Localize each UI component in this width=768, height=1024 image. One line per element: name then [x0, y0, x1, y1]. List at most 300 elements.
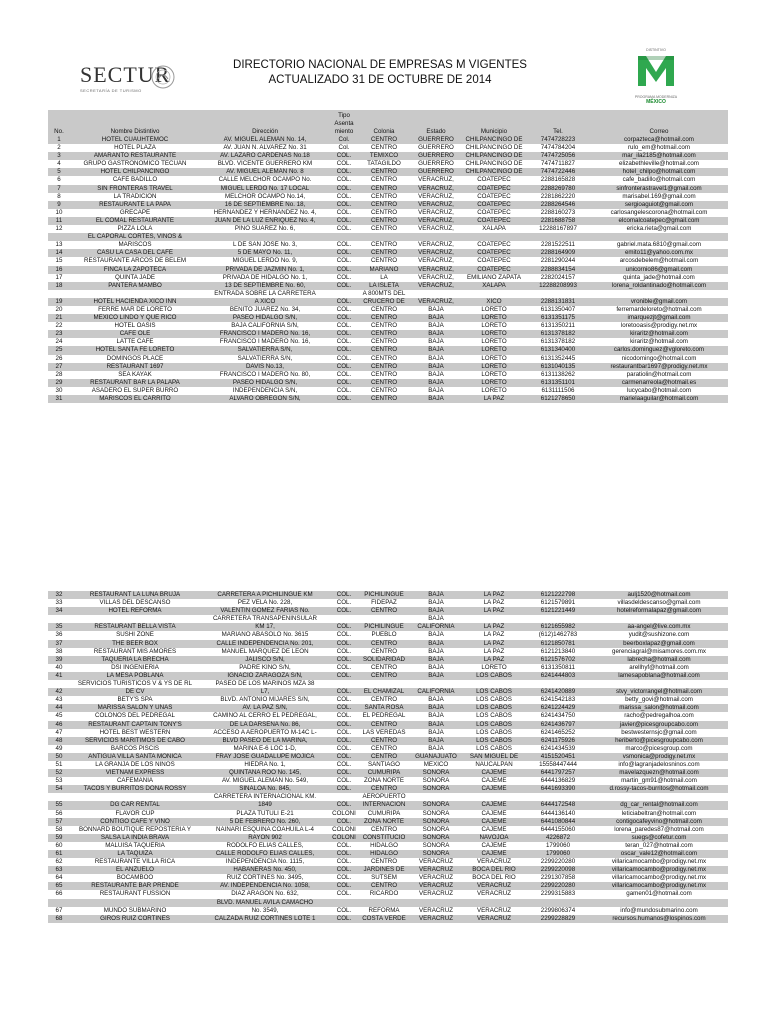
table-row	[48, 144, 728, 152]
cell-colonia: CENTRO	[358, 672, 410, 680]
table-row	[48, 640, 728, 648]
title-line-1: DIRECTORIO NACIONAL DE EMPRESAS M VIGENTES	[233, 59, 527, 71]
cell-correo: kiraritz@hotmail.com	[590, 338, 728, 346]
cell-tel: 6131040135	[526, 363, 590, 371]
cell-correo: info@lagranjadelosninos.com	[590, 761, 728, 769]
cell-nombre: HOTEL OASIS	[70, 322, 200, 330]
cell-estado: BAJA	[410, 737, 462, 745]
cell-tel	[526, 615, 590, 623]
cell-no: 66	[48, 890, 70, 898]
cell-municipio: NAVOJOA	[462, 834, 526, 842]
cell-colonia: CENTRO	[358, 176, 410, 184]
cell-colonia	[358, 680, 410, 688]
cell-colonia: HIDALGO	[358, 842, 410, 850]
cell-no: 51	[48, 761, 70, 769]
cell-municipio: LOS CABOS	[462, 721, 526, 729]
cell-no: 39	[48, 656, 70, 664]
cell-correo: loretooasis@prodigy.net.mx	[590, 322, 728, 330]
cell-direccion: QUINTANA ROO No. 145,	[200, 769, 330, 777]
cell-direccion: CALLE RODOLFO ELIAS CALLES,	[200, 850, 330, 858]
moderniza-logo	[632, 48, 680, 108]
table-row	[48, 850, 728, 858]
cell-estado: VERACRUZ	[410, 890, 462, 898]
cell-correo: martin_gm91@hotmail.com	[590, 777, 728, 785]
cell-tipo	[330, 793, 358, 801]
table-row	[48, 330, 728, 338]
cell-no: 56	[48, 810, 70, 818]
cell-municipio: COATEPEC	[462, 193, 526, 201]
cell-tel: 6441693390	[526, 785, 590, 793]
cell-tel: 6131351175	[526, 314, 590, 322]
cell-tipo	[330, 899, 358, 907]
cell-no: 5	[48, 168, 70, 176]
cell-correo: sergioaguiot@gmail.com	[590, 201, 728, 209]
cell-colonia: EL CHAMIZAL	[358, 688, 410, 696]
cell-direccion: PASEO DE LOS MARINOS MZA 38	[200, 680, 330, 688]
document-header	[0, 0, 768, 110]
cell-tipo: COL.	[330, 721, 358, 729]
cell-direccion: ALVARO OBREGON S/N,	[200, 395, 330, 403]
cell-tel: 2299220280	[526, 882, 590, 890]
table-row	[48, 826, 728, 834]
cell-direccion: JALISCO S/N,	[200, 656, 330, 664]
cell-tel: 2291307858	[526, 874, 590, 882]
cell-municipio: VERACRUZ	[462, 890, 526, 898]
cell-tel: 6241542183	[526, 696, 590, 704]
cell-tel	[526, 793, 590, 801]
cell-colonia: TEMIXCO	[358, 152, 410, 160]
cell-tipo: COL.	[330, 298, 358, 306]
cell-tipo: COLONI	[330, 826, 358, 834]
cell-tel: 6444155060	[526, 826, 590, 834]
cell-nombre: FLAVOR CUP	[70, 810, 200, 818]
cell-estado: BAJA	[410, 664, 462, 672]
cell-estado: BAJA	[410, 631, 462, 639]
cell-correo: villaricamocambo@prodigy.net.mx	[590, 866, 728, 874]
table-row	[48, 249, 728, 257]
table-row	[48, 599, 728, 607]
cell-no: 19	[48, 298, 70, 306]
cell-tipo: COL.	[330, 874, 358, 882]
cell-municipio: LA PAZ	[462, 640, 526, 648]
cell-tipo: COL.	[330, 818, 358, 826]
cell-correo	[590, 615, 728, 623]
cell-nombre: RESTAURANT BELLA VISTA	[70, 623, 200, 631]
table-row	[48, 753, 728, 761]
cell-estado: BAJA	[410, 363, 462, 371]
cell-direccion: RUIZ CORTINES No. 3495,	[200, 874, 330, 882]
cell-nombre: LA GRANJA DE LOS NIÑOS	[70, 761, 200, 769]
cell-no: 68	[48, 915, 70, 923]
cell-no: 53	[48, 777, 70, 785]
table-row	[48, 858, 728, 866]
cell-direccion: 1849	[200, 801, 330, 809]
table-row	[48, 866, 728, 874]
cell-no: 25	[48, 346, 70, 354]
cell-municipio: COATEPEC	[462, 249, 526, 257]
table-row	[48, 217, 728, 225]
mexico-seal-icon	[150, 62, 176, 92]
cell-nombre: VILLAS DEL DESCANSO	[70, 599, 200, 607]
cell-tel: 12288208993	[526, 282, 590, 290]
cell-correo: marco@picesgroup.com	[590, 745, 728, 753]
cell-colonia: CENTRO	[358, 737, 410, 745]
cell-nombre: ASADERO EL SUPER BURRO	[70, 387, 200, 395]
cell-direccion: AV. LA PAZ S/N,	[200, 704, 330, 712]
cell-no: 14	[48, 249, 70, 257]
table-row	[48, 745, 728, 753]
cell-nombre: CAFE OLE	[70, 330, 200, 338]
table-row	[48, 712, 728, 720]
cell-estado: BAJA	[410, 322, 462, 330]
cell-direccion: SINALOA No. 845,	[200, 785, 330, 793]
table-row	[48, 306, 728, 314]
cell-correo: mavelazquezn@hotmail.com	[590, 769, 728, 777]
cell-correo: racho@pedregalhoa.com	[590, 712, 728, 720]
cell-correo: cafe_badillo@hotmail.com	[590, 176, 728, 184]
cell-tel: 6444136829	[526, 777, 590, 785]
cell-nombre: EL COMAL RESTAURANTE	[70, 217, 200, 225]
cell-no: 54	[48, 785, 70, 793]
cell-correo: elizabethleville@hotmail.com	[590, 160, 728, 168]
cell-direccion: CALLE INDEPENDENCIA No. 201,	[200, 640, 330, 648]
cell-tel: 6241434750	[526, 712, 590, 720]
cell-nombre: CASÚ LA CASA DEL CAFÉ	[70, 249, 200, 257]
cell-estado: BAJA	[410, 656, 462, 664]
cell-tipo: COL.	[330, 338, 358, 346]
cell-tipo: COL.	[330, 371, 358, 379]
cell-nombre: MALUISA TAQUERIA	[70, 842, 200, 850]
cell-direccion: FRANCISCO I MADERO No. 16,	[200, 338, 330, 346]
cell-nombre: CONTIGO CAFE Y VINO	[70, 818, 200, 826]
cell-direccion: IGNACIO ZARAGOZA S/N,	[200, 672, 330, 680]
header-tipo-asentamiento: Tipo Asenta miento	[330, 110, 358, 136]
cell-direccion: ENTRADA SOBRE LA CARRETERA	[200, 290, 330, 298]
table-row	[48, 193, 728, 201]
cell-direccion: DE LA DARSENA No. 86,	[200, 721, 330, 729]
cell-tipo: COL.	[330, 631, 358, 639]
cell-correo: gamen01@hotmail.com	[590, 890, 728, 898]
table-row	[48, 168, 728, 176]
cell-no: 7	[48, 185, 70, 193]
table-row	[48, 664, 728, 672]
cell-municipio: LA PAZ	[462, 623, 526, 631]
cell-nombre: GRUPO GASTRONÓMICO TECUÁN	[70, 160, 200, 168]
cell-municipio: LOS CABOS	[462, 745, 526, 753]
cell-correo	[590, 680, 728, 688]
cell-tipo: COL.	[330, 346, 358, 354]
header-nombre: Nombre Distintivo	[70, 110, 200, 136]
cell-municipio	[462, 233, 526, 241]
cell-municipio: NAUCALPAN	[462, 761, 526, 769]
cell-municipio: LORETO	[462, 664, 526, 672]
cell-nombre	[70, 615, 200, 623]
cell-direccion: SALVATIERRA S/N,	[200, 355, 330, 363]
cell-tel: 2288131831	[526, 298, 590, 306]
cell-tipo: COL.	[330, 607, 358, 615]
cell-estado	[410, 290, 462, 298]
cell-colonia: CENTRO	[358, 249, 410, 257]
cell-municipio: LOS CABOS	[462, 712, 526, 720]
cell-colonia: CENTRO	[358, 209, 410, 217]
cell-direccion: AV. JUAN N. ALVAREZ No. 31	[200, 144, 330, 152]
table-row	[48, 176, 728, 184]
cell-direccion: MARIANO ABASOLO No. 3615	[200, 631, 330, 639]
table-row	[48, 737, 728, 745]
table-row	[48, 882, 728, 890]
table-row	[48, 672, 728, 680]
cell-tipo: COL.	[330, 777, 358, 785]
cell-tipo: COL.	[330, 322, 358, 330]
cell-tel: 2299315883	[526, 890, 590, 898]
cell-municipio: LORETO	[462, 371, 526, 379]
cell-municipio: BOCA DEL RIO	[462, 874, 526, 882]
cell-nombre: AMARANTO RESTAURANTE	[70, 152, 200, 160]
cell-nombre: THE BEER BOX	[70, 640, 200, 648]
cell-tipo: COL.	[330, 640, 358, 648]
cell-estado: VERACRUZ	[410, 907, 462, 915]
cell-correo	[590, 793, 728, 801]
header-colonia: Colonia	[358, 110, 410, 136]
cell-tel: 2281862220	[526, 193, 590, 201]
cell-no: 21	[48, 314, 70, 322]
cell-nombre: RESTAURANT 1697	[70, 363, 200, 371]
cell-direccion: PINO SUAREZ No. 6,	[200, 225, 330, 233]
cell-no: 61	[48, 850, 70, 858]
cell-tel: 2281688758	[526, 217, 590, 225]
cell-estado: VERACRUZ	[410, 915, 462, 923]
cell-tipo: COL.	[330, 274, 358, 282]
cell-tel: 6441797257	[526, 769, 590, 777]
cell-estado: BAJA	[410, 379, 462, 387]
cell-estado: VERACRUZ	[410, 874, 462, 882]
table-row	[48, 793, 728, 801]
cell-direccion: PRIVADA DE HIDALGO No. 1,	[200, 274, 330, 282]
cell-tel: 6121850781	[526, 640, 590, 648]
cell-tipo: COLONI	[330, 810, 358, 818]
table-row	[48, 607, 728, 615]
cell-colonia: CENTRO	[358, 168, 410, 176]
cell-direccion: 5 DE MAYO No. 11,	[200, 249, 330, 257]
cell-direccion: FRAY JOSE GUADALUPE MOJICA	[200, 753, 330, 761]
cell-nombre: SALSA LA INDIA BRAVA	[70, 834, 200, 842]
cell-direccion: 5 DE FEBRERO No. 260,	[200, 818, 330, 826]
cell-direccion: BAJA CALIFORNIA S/N,	[200, 322, 330, 330]
cell-correo	[590, 899, 728, 907]
cell-colonia: CUMURIPA	[358, 769, 410, 777]
cell-colonia: CENTRO	[358, 241, 410, 249]
cell-colonia: LA ISLETA	[358, 282, 410, 290]
cell-correo: ferremardeloreto@hotmail.com	[590, 306, 728, 314]
cell-tel: 6121222798	[526, 591, 590, 599]
table-row	[48, 371, 728, 379]
cell-estado: SONORA	[410, 801, 462, 809]
cell-no	[48, 899, 70, 907]
cell-tipo: COL.	[330, 704, 358, 712]
cell-colonia: COSTA VERDE	[358, 915, 410, 923]
cell-tipo: COL.	[330, 890, 358, 898]
cell-estado: VERACRUZ,	[410, 274, 462, 282]
cell-nombre: SERVICIOS MARITIMOS DE CABO	[70, 737, 200, 745]
cell-tel: 6131350811	[526, 664, 590, 672]
table-row	[48, 136, 728, 144]
cell-colonia: CENTRO	[358, 330, 410, 338]
cell-direccion: INDEPENDENCIA No. 1115,	[200, 858, 330, 866]
cell-no: 2	[48, 144, 70, 152]
table-row	[48, 225, 728, 233]
cell-municipio: LORETO	[462, 338, 526, 346]
header-estado: Estado	[410, 110, 462, 136]
cell-municipio: CHILPANCINGO DE	[462, 152, 526, 160]
cell-municipio: BOCA DEL RIO	[462, 866, 526, 874]
cell-tipo: COL.	[330, 241, 358, 249]
cell-direccion: PASEO HIDALGO S/N,	[200, 314, 330, 322]
cell-colonia: CENTRO	[358, 355, 410, 363]
table-row	[48, 656, 728, 664]
cell-tel: 2282024157	[526, 274, 590, 282]
cell-colonia: ZONA NORTE	[358, 777, 410, 785]
cell-municipio: CHILPANCINGO DE	[462, 144, 526, 152]
cell-colonia: CENTRO	[358, 346, 410, 354]
cell-municipio: COATEPEC	[462, 185, 526, 193]
cell-tipo: COL.	[330, 225, 358, 233]
cell-colonia	[358, 899, 410, 907]
cell-direccion: INDEPENDENCIA S/N,	[200, 387, 330, 395]
cell-colonia: CRUCERO DE	[358, 298, 410, 306]
table-row	[48, 282, 728, 290]
cell-no: 67	[48, 907, 70, 915]
cell-colonia: EL PEDREGAL	[358, 712, 410, 720]
cell-tel: 2281290244	[526, 257, 590, 265]
table-row	[48, 322, 728, 330]
table-row	[48, 785, 728, 793]
table-row	[48, 233, 728, 241]
cell-colonia: CENTRO	[358, 314, 410, 322]
cell-correo: nicodomingo@hotmail.com	[590, 355, 728, 363]
cell-correo: unicornio86@gmail.com	[590, 266, 728, 274]
cell-colonia: CENTRO	[358, 201, 410, 209]
header-direccion: Dirección	[200, 110, 330, 136]
cell-correo: quinta_jade@hotmail.com	[590, 274, 728, 282]
cell-nombre: CAFEMANIA	[70, 777, 200, 785]
cell-correo: restaurantbar1697@prodigy.net.mx	[590, 363, 728, 371]
cell-correo: hotel_chilpo@hotmail.com	[590, 168, 728, 176]
cell-no: 1	[48, 136, 70, 144]
cell-correo: arellhyf@hotmail.com	[590, 664, 728, 672]
cell-no: 13	[48, 241, 70, 249]
cell-municipio	[462, 680, 526, 688]
cell-tel: 6241434539	[526, 745, 590, 753]
cell-tipo: COL.	[330, 282, 358, 290]
cell-direccion: A XICO	[200, 298, 330, 306]
cell-tipo: COL.	[330, 907, 358, 915]
cell-estado: SONORA	[410, 818, 462, 826]
cell-colonia: CENTRO	[358, 696, 410, 704]
cell-tipo: COL.	[330, 850, 358, 858]
cell-tipo	[330, 680, 358, 688]
table-row	[48, 241, 728, 249]
table-row	[48, 907, 728, 915]
cell-estado: VERACRUZ	[410, 858, 462, 866]
cell-correo: carlos.dominguez@vgloreto.com	[590, 346, 728, 354]
cell-municipio: CAJEME	[462, 810, 526, 818]
cell-colonia: CENTRO	[358, 395, 410, 403]
cell-no: 30	[48, 387, 70, 395]
cell-municipio	[462, 793, 526, 801]
cell-municipio: LOS CABOS	[462, 688, 526, 696]
cell-tipo: COL.	[330, 387, 358, 395]
cell-municipio: CHILPANCINGO DE	[462, 168, 526, 176]
cell-tipo: COL.	[330, 656, 358, 664]
cell-no: 52	[48, 769, 70, 777]
cell-estado: BAJA	[410, 704, 462, 712]
cell-tel: 6241224429	[526, 704, 590, 712]
cell-colonia: FIDEPAZ	[358, 599, 410, 607]
cell-estado: BAJA	[410, 745, 462, 753]
cell-colonia: CENTRO	[358, 882, 410, 890]
cell-tipo	[330, 290, 358, 298]
cell-direccion: PLAZA TUTULI E-21	[200, 810, 330, 818]
cell-direccion: RODOLFO ELIAS CALLES,	[200, 842, 330, 850]
directory-table-part-1	[48, 110, 728, 403]
table-row	[48, 314, 728, 322]
cell-estado	[410, 793, 462, 801]
cell-nombre: TAQUERIA LA BRECHA	[70, 656, 200, 664]
cell-nombre: LA MESA POBLANA	[70, 672, 200, 680]
cell-correo: gabriel.mata.6810@gmail.com	[590, 241, 728, 249]
table-row	[48, 346, 728, 354]
cell-colonia: CONSTITUCIÓ	[358, 834, 410, 842]
cell-tel: 6444172548	[526, 801, 590, 809]
cell-colonia: CENTRO	[358, 225, 410, 233]
cell-tel	[526, 680, 590, 688]
cell-estado: MEXICO	[410, 761, 462, 769]
cell-no: 28	[48, 371, 70, 379]
moderniza-program: PROGRAMA MODERNIZA	[634, 95, 678, 99]
cell-correo: rulo_em@hotmail.com	[590, 144, 728, 152]
cell-correo: marissa_salon@hotmail.com	[590, 704, 728, 712]
cell-tel: 6121221449	[526, 607, 590, 615]
cell-tipo: COL.	[330, 672, 358, 680]
cell-nombre: TACOS Y BURRITOS DOÑA ROSSY	[70, 785, 200, 793]
table-row	[48, 591, 728, 599]
cell-colonia: CENTRO	[358, 136, 410, 144]
m-distintivo-icon	[632, 52, 680, 90]
cell-no: 41	[48, 672, 70, 680]
cell-tel: 7474784204	[526, 144, 590, 152]
cell-tipo: COL.	[330, 266, 358, 274]
cell-estado: VERACRUZ	[410, 882, 462, 890]
cell-tel: 2299220098	[526, 866, 590, 874]
cell-nombre: HOTEL PLAZA	[70, 144, 200, 152]
cell-tel: 1799060	[526, 850, 590, 858]
cell-estado: VERACRUZ,	[410, 201, 462, 209]
cell-municipio: CAJEME	[462, 842, 526, 850]
cell-direccion: BLVD. ANTONIO MIJARES S/N,	[200, 696, 330, 704]
cell-correo: oscar_vale12@hotmail.com	[590, 850, 728, 858]
cell-nombre: SERVICIOS TURISTICOS V & YS DE RL	[70, 680, 200, 688]
cell-no: 65	[48, 882, 70, 890]
cell-tipo: COL.	[330, 761, 358, 769]
cell-tel: 6131378182	[526, 338, 590, 346]
cell-direccion: BENITO JUAREZ No. 34,	[200, 306, 330, 314]
cell-municipio: LORETO	[462, 387, 526, 395]
cell-no: 45	[48, 712, 70, 720]
cell-municipio: COATEPEC	[462, 201, 526, 209]
cell-direccion: SALVATIERRA S/N,	[200, 346, 330, 354]
cell-direccion: 16 DE SEPTIEMBRE No. 18,	[200, 201, 330, 209]
cell-no: 38	[48, 648, 70, 656]
